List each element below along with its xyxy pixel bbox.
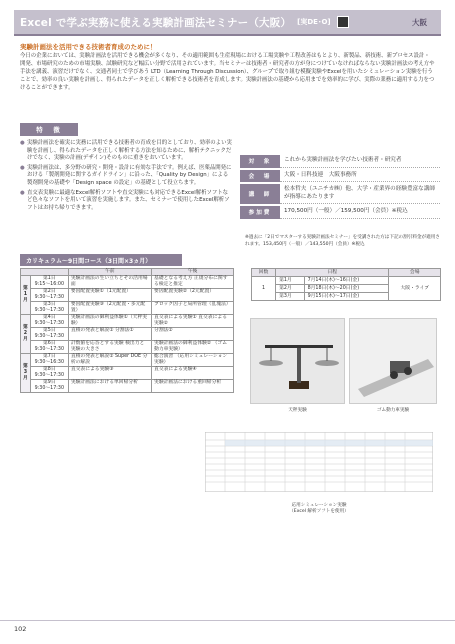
info-label: 参加費 [240,206,280,219]
course-code: [実DE･O] [297,18,331,26]
info-table [240,155,440,221]
day-cell [30,367,68,380]
day-cell [30,380,68,393]
curriculum-title: カリキュラム～9日間コース（3日間×3ヵ月） [20,254,182,266]
schedule-dates: 8月18日(木)～20日(金) [304,285,389,293]
day-time: 9:30～17:30 [34,295,65,300]
feature-item: ● 実験計画法は、多分野の研究・開発・設計に有効な手法です。例えば、医薬品開発における「製剤開発に関するガイドライン」に沿った、「Quality by Design」による製剤開発の基礎や「Design space の設定」の基礎として役立ちます。 [20,165,232,188]
am-cell: 直積の発表と解説② Super DOE 分析の解説 [68,354,151,367]
day-label: 第6日 [42,341,56,346]
day-time: 9:15～16:00 [34,282,65,287]
page-title: Excel で学ぶ実務に使える実験計画法セミナー（大阪） [20,16,292,29]
intro-heading: 実験計画法を活用できる技術者育成のために！ [20,43,157,51]
pm-cell: 分割法② [152,328,234,341]
simulation-caption-line2: （Excel 解析ソフトを使用） [289,509,349,514]
am-cell: 要因配置実験①（1元配置） [68,289,151,302]
location-label: 大阪 [412,17,427,27]
curriculum-table [20,268,234,393]
simulation-caption [205,502,433,514]
info-value: 松本哲夫（ユニチカ㈱）他、大学・産業界の経験豊富な講師が指導にあたります [280,184,440,204]
info-row-fee [240,206,440,219]
features-title: 特 徴 [20,123,78,136]
info-row-venue [240,170,440,183]
info-value: これから実験計画法を学びたい技術者・研究者 [280,155,440,168]
footer-divider [0,620,455,621]
balance-experiment-photo [250,318,345,404]
curriculum-header-row [21,269,234,276]
day-time: 9:30～17:30 [34,334,65,339]
col-am-header: 午前 [68,269,151,276]
pm-cell: 要因配置実験②（2元配置） [152,289,234,302]
am-cell: 直交表による実験③ [68,367,151,380]
qr-code-icon [337,16,349,28]
schedule-month: 第2月 [276,285,305,293]
pm-cell: 実験計画法の御利益体験② （ゴム動力車実験） [152,341,234,354]
month-cell: 第1月 [21,276,31,315]
am-cell: 実験計画法の御利益体験①（天秤実験） [68,315,151,328]
info-label: 講 師 [240,184,280,204]
table-row [21,276,234,289]
pm-cell: 直交表による実験④ [152,367,234,380]
schedule-dates: 9月15日(木)～17日(金) [304,293,389,301]
table-row [21,380,234,393]
am-cell: 計数値を応答とする実験 検出力と実験の大きさ [68,341,151,354]
am-cell: 実験計画法における単回帰分析 [68,380,151,393]
schedule-table [251,268,441,301]
fee-note: ※過去に「2日でマスターする実験計画法セミナー」を受講された方は下記の割引料金が適用されます。153,450円（一般）／143,550円（会員）※税込 [245,235,440,247]
day-label: 第8日 [42,367,56,372]
schedule-dates: 7月14日(木)～16日(金) [304,277,389,285]
am-cell: 直積の発表と解説① 分割法① [68,328,151,341]
table-row [21,354,234,367]
feature-item: ● 実験計画法を確実に実務に活用できる技術者の育成を目的としており、効率のよい実験を計画し、得られたデータを正しく解析する方法を知るために、解析テクニックだけでなく、実験の計画(デザイン)そのものに重きをおいています。 [20,140,232,163]
day-label: 第4日 [42,315,56,320]
rubber-car-caption: ゴム動力車実験 [376,408,410,413]
info-row-lecturer [240,184,440,204]
am-cell: 要因配置実験③（2元配置・多元配置） [68,302,151,315]
am-cell: 実験計画法の生い立ちとその活用場面 [68,276,151,289]
schedule-header: 会場 [389,269,441,277]
curriculum-corner [21,269,69,276]
pm-cell: 実験計画法における重回帰分析 [152,380,234,393]
info-value: 大阪・日科技連 大阪事務所 [280,170,440,183]
schedule-header: 回数 [252,269,276,277]
schedule-month: 第1月 [276,277,305,285]
simulation-spreadsheet [205,432,433,492]
day-cell [30,315,68,328]
day-time: 9:30～16:30 [34,360,65,365]
schedule-header-row [252,269,441,277]
rubber-car-icon [350,319,438,405]
day-label: 第9日 [42,380,56,385]
month-cell: 第3月 [21,354,31,393]
table-row [21,289,234,302]
simulation-caption-line1: 応用シミュレーション実験 [291,503,347,508]
info-label: 会 場 [240,170,280,183]
info-value: 170,500円（一般）／159,500円（会員）※税込 [280,206,440,219]
day-time: 9:30～17:30 [34,308,65,313]
rubber-car-photo [349,318,437,404]
day-label: 第7日 [42,354,56,359]
day-label: 第2日 [42,289,56,294]
table-row [21,367,234,380]
balance-caption: 天秤実験 [288,408,307,413]
intro-section [20,42,435,92]
day-cell [30,276,68,289]
page-header [14,10,441,36]
schedule-header: 日程 [276,269,389,277]
day-time: 9:30～17:30 [34,386,65,391]
page-number: 102 [14,625,27,633]
schedule-month: 第3月 [276,293,305,301]
day-label: 第5日 [42,328,56,333]
intro-text: 今日の企業においては、実験計画法を活用できる機会が多くなり、その適用範囲も生産現場における工場実験や工程改善はもとより、新製品、新技術、新プロセス設計・開発、市場研究のための市場実験、試験研究など幅広い分野で活用されています。当セミナーは技術者・研究者の方が身につけていなければならない実験計画法の考え方や手法を講義、演習だけでなく、交通者同士で学びあう LTD（Learning Through Discussion）、グループで取り組む模擬実験やExcelを用いたシミュレーション実験を行うことで、効率の良い実験を計画し、得られたデータを正しく解析できる技術者を育成します。実験計画法の基礎から応用までを効率的に学び、実際の業務に適用する力をつけることができます。 [20,53,435,91]
info-row-target [240,155,440,168]
col-pm-header: 午後 [152,269,234,276]
venue-cell: 大阪・ライブ [389,277,441,301]
day-label: 第3日 [42,302,56,307]
day-cell [30,302,68,315]
day-cell [30,341,68,354]
month-cell: 第2月 [21,315,31,354]
table-row [21,328,234,341]
pm-cell: 直交表による実験① 直交表による実験② [152,315,234,328]
pm-cell: 基礎となる考え方 正規分布に関する検定と推定 [152,276,234,289]
table-row [252,277,441,285]
pm-cell: 総合演習 （応用シミュレーション実験） [152,354,234,367]
spreadsheet-grid-icon [205,432,433,492]
day-cell [30,328,68,341]
info-label: 対 象 [240,155,280,168]
table-row [21,341,234,354]
feature-item: ● 直交表実験に最適なExcel解析ソフトや直交実験にも対応できるExcel解析ソフトなど色々なソフトを用いて演習を実施します。また、セミナーで使用したExcel解析ソフトはお持ち帰りできます。 [20,190,232,213]
pm-cell: ブロック因子と局所管理（乱塊法） [152,302,234,315]
table-row [21,315,234,328]
day-cell [30,289,68,302]
features-list [20,140,232,214]
table-row [21,302,234,315]
day-time: 9:30～17:30 [34,347,65,352]
day-label: 第1日 [42,276,56,281]
balance-icon [251,319,346,405]
day-cell [30,354,68,367]
day-time: 9:30～17:30 [34,373,65,378]
session-cell: 1 [252,277,276,301]
day-time: 9:30～17:30 [34,321,65,326]
